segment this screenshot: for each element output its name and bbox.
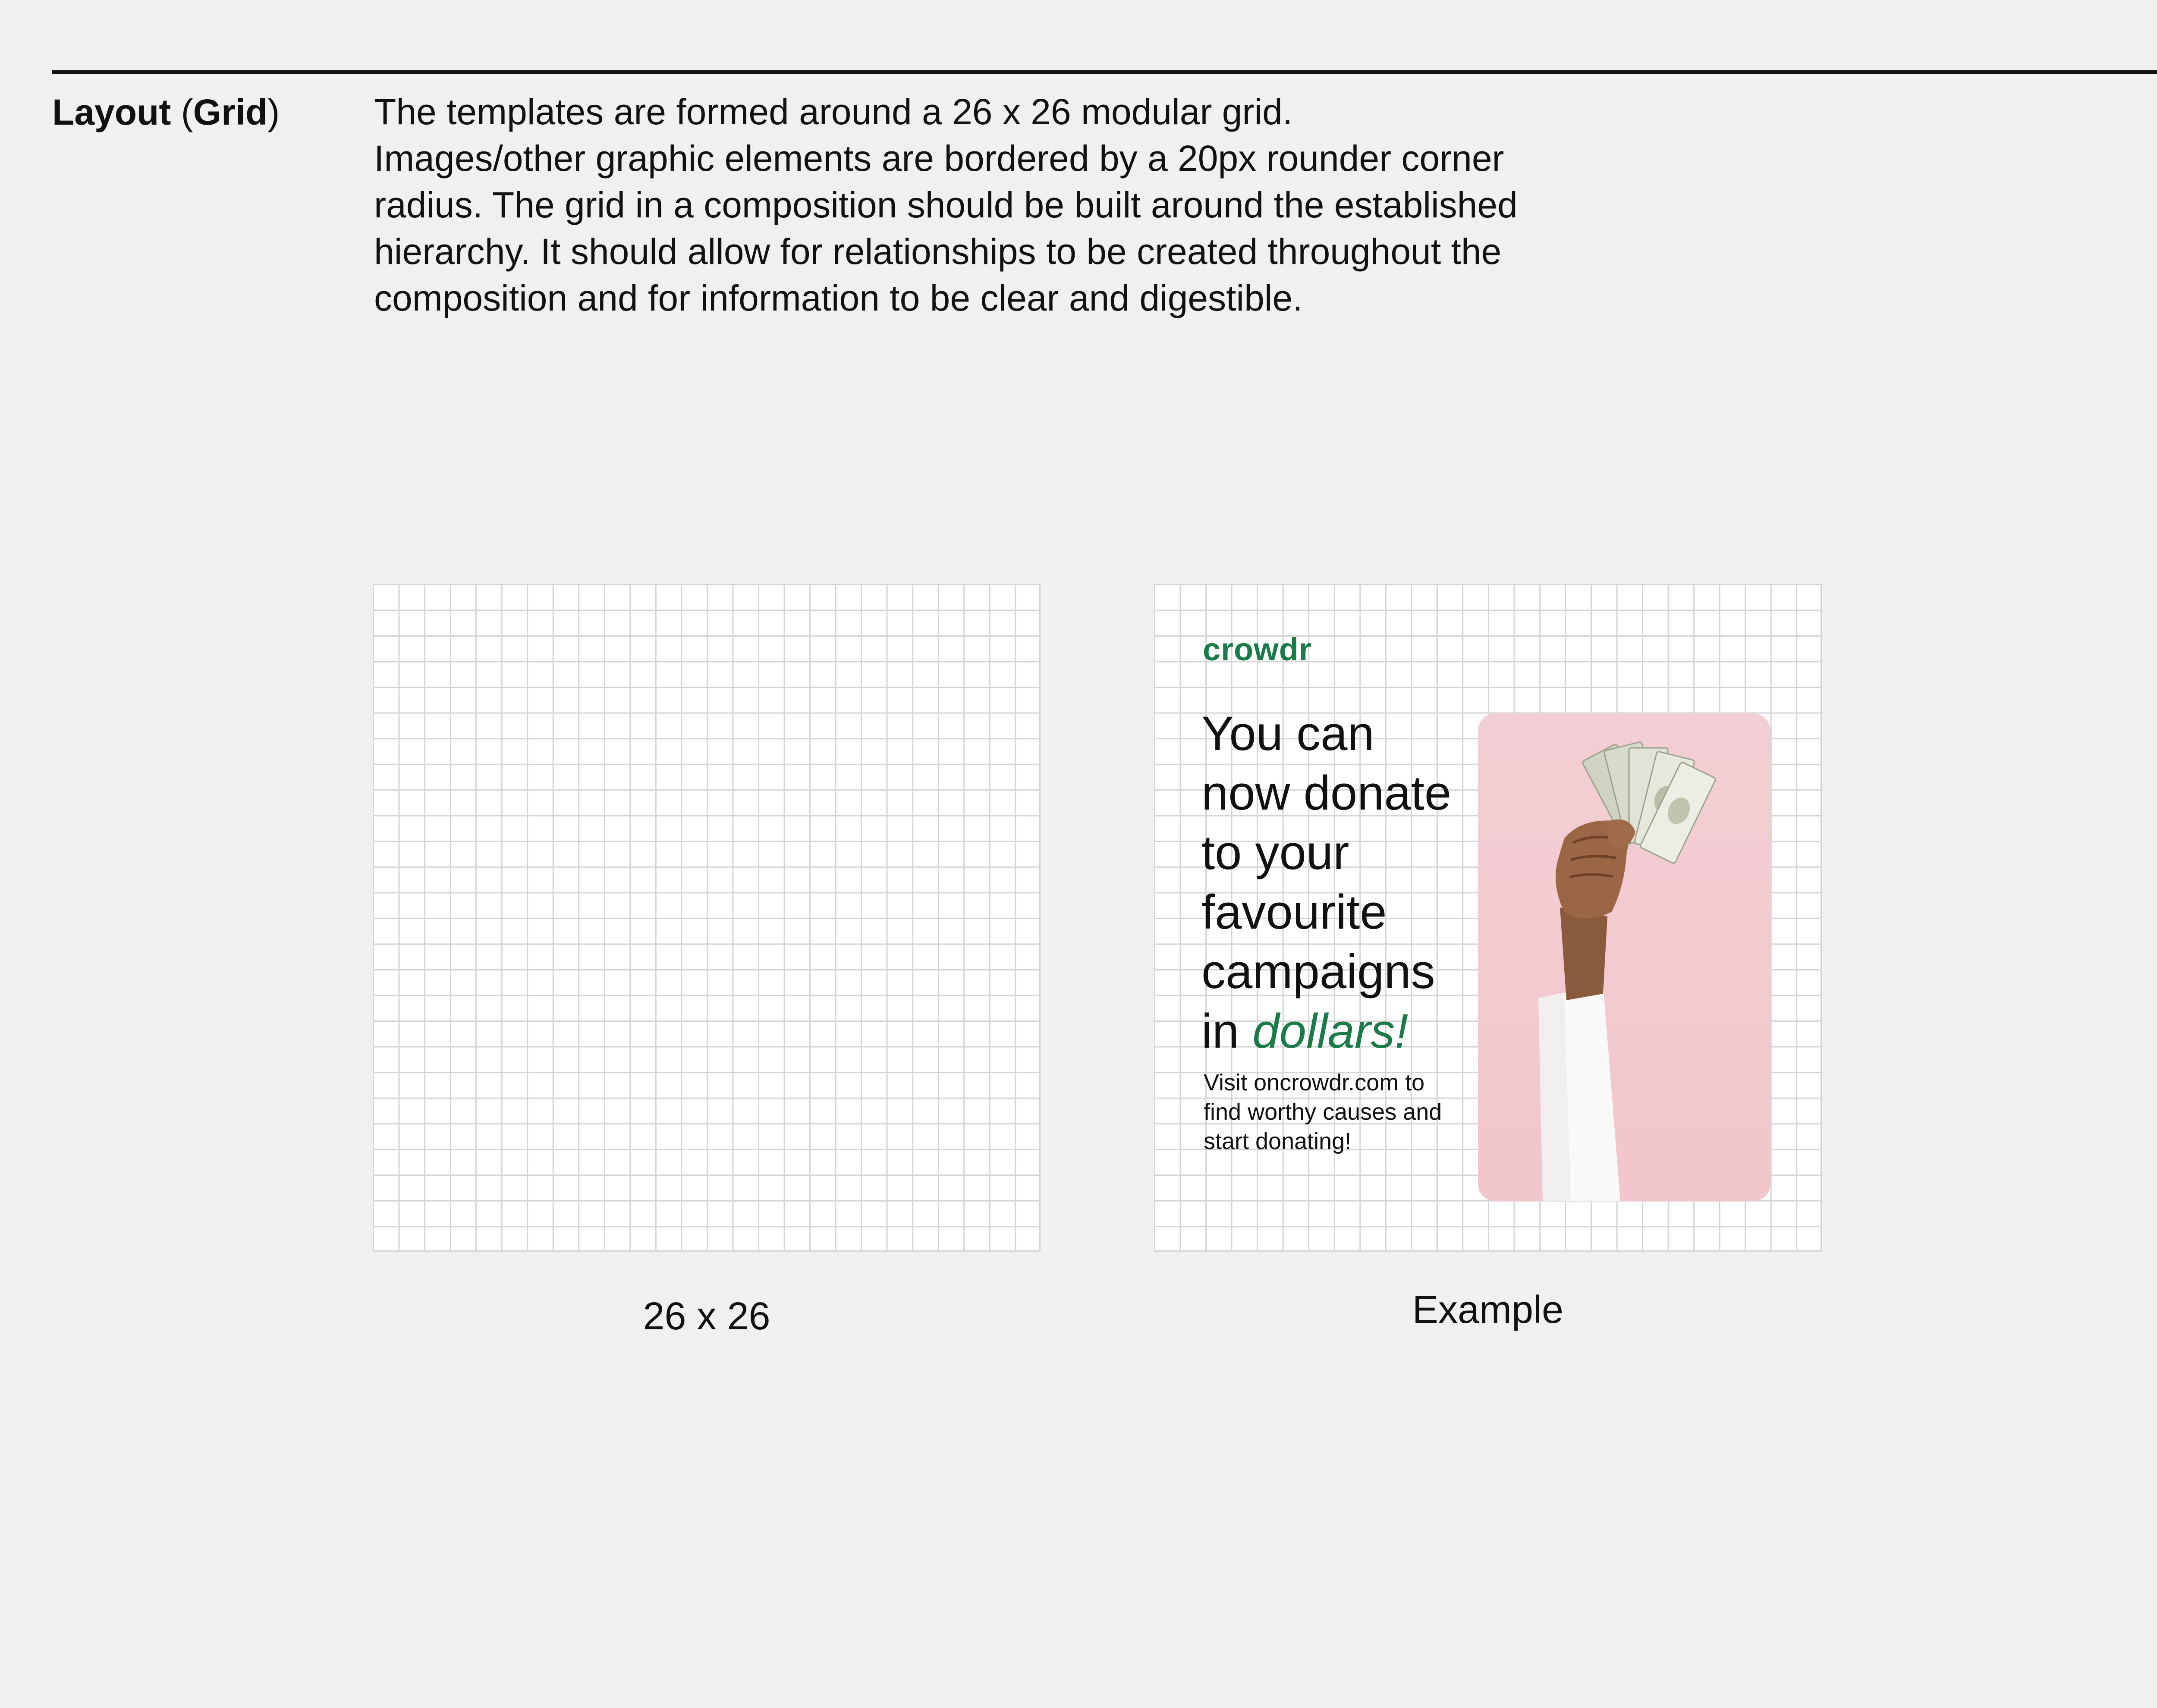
hand-holding-dollar-bills-photo: [1478, 713, 1770, 1201]
description-line: radius. The grid in a composition should be built around the established: [374, 185, 1518, 225]
headline-line: favourite: [1201, 885, 1387, 939]
section-title: [52, 88, 280, 136]
example-headline: [1201, 704, 1451, 1061]
headline-line: campaigns: [1201, 945, 1435, 998]
empty-grid-caption: 26 x 26: [643, 1295, 770, 1338]
example-subtext: [1204, 1068, 1442, 1156]
description-line: hierarchy. It should allow for relationships to be created throughout the: [374, 231, 1502, 272]
headline-line: You can: [1201, 706, 1374, 760]
subtext-line: find worthy causes and: [1204, 1099, 1442, 1125]
empty-grid-panel: [373, 584, 1041, 1252]
section-description: [374, 88, 1668, 321]
hand-money-illustration: [1478, 713, 1770, 1201]
headline-line: now donate: [1201, 766, 1452, 820]
top-divider: [52, 70, 2157, 74]
headline-accent: dollars!: [1252, 1004, 1409, 1058]
example-caption: Example: [1412, 1288, 1564, 1331]
headline-line: to your: [1201, 826, 1349, 879]
description-line: The templates are formed around a 26 x 26 modular grid.: [374, 91, 1293, 132]
crowdr-logo: crowdr: [1203, 631, 1312, 667]
headline-prefix: in: [1201, 1004, 1253, 1058]
description-line: Images/other graphic elements are bordered by a 20px rounder corner: [374, 138, 1504, 179]
section-title-paren-close: ): [267, 92, 280, 132]
section-title-paren-open: (: [171, 92, 193, 132]
subtext-line: Visit oncrowdr.com to: [1204, 1070, 1425, 1096]
example-grid-panel: [1154, 584, 1822, 1252]
subtext-line: start donating!: [1204, 1128, 1352, 1154]
section-title-layout: Layout: [52, 92, 171, 132]
description-line: composition and for information to be clear and digestible.: [374, 278, 1303, 318]
section-title-grid: Grid: [193, 92, 268, 132]
headline-line-last: [1201, 1002, 1451, 1061]
